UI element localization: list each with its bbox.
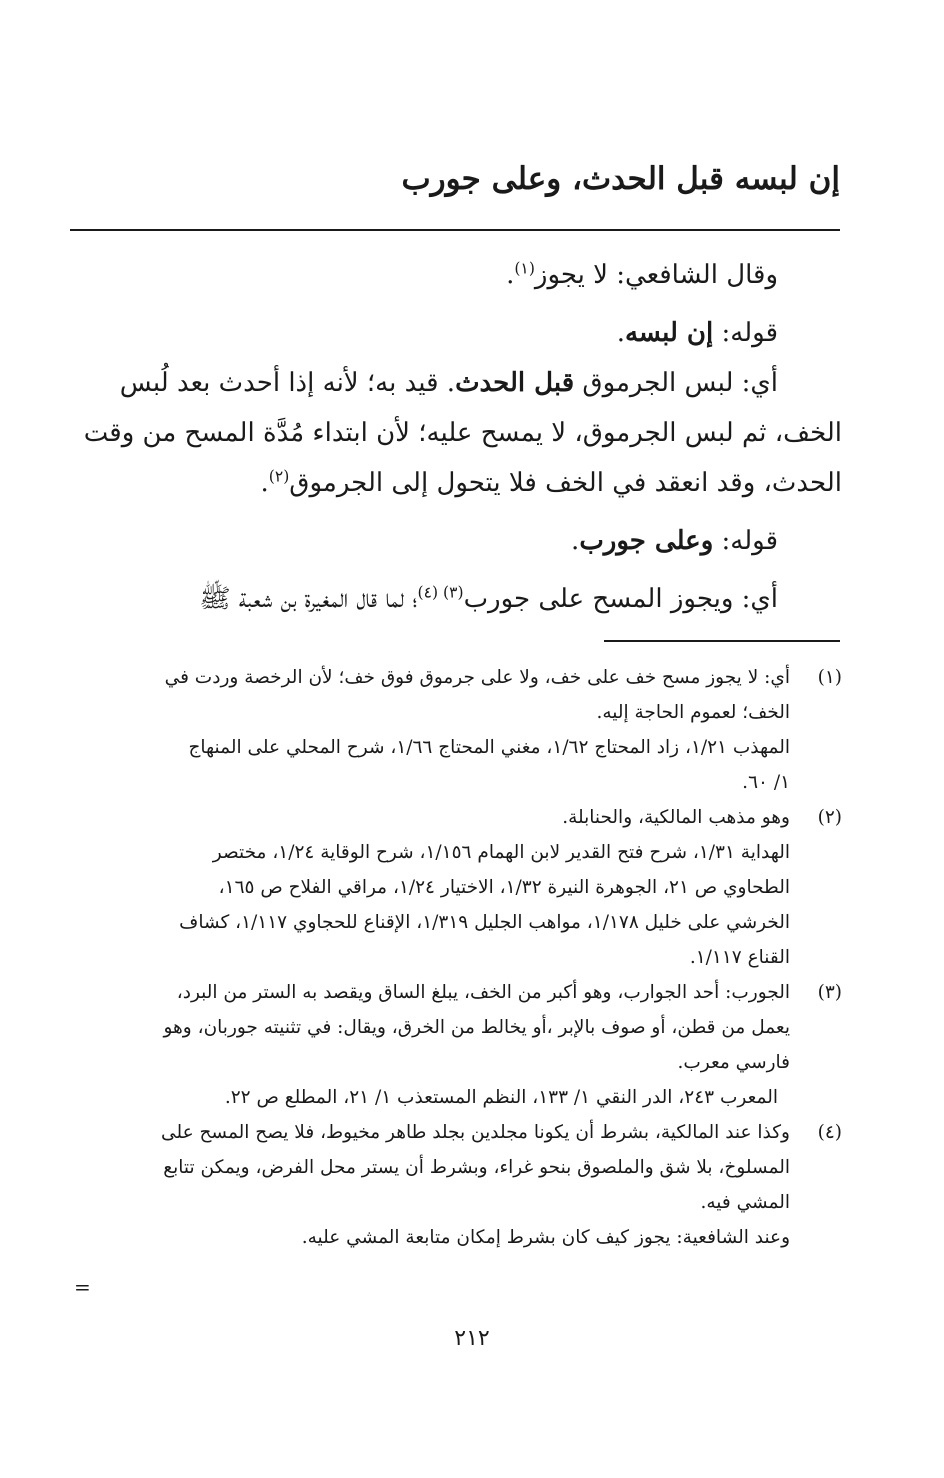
footnote-ref-1[interactable]: (١)	[514, 259, 535, 278]
footnote-4	[70, 1115, 842, 1255]
footnote-number: (١)	[817, 667, 842, 688]
footnote-line: الجورب: أحد الجوارب، وهو أكبر من الخف، يبلغ الساق ويقصد به الستر من البرد،	[176, 982, 790, 1003]
footnote-2	[70, 800, 842, 975]
sentence-end: .	[571, 526, 580, 556]
sentence-end: .	[260, 468, 269, 498]
footnote-1	[70, 660, 842, 800]
paragraph-explanation	[70, 358, 842, 508]
page-number: ٢١٢	[454, 1326, 490, 1351]
qawluh-label: قوله:	[713, 526, 778, 556]
footnote-line: يعمل من قطن، أو صوف بالإبر ،أو يخالط من الخرق، ويقال: في تثنيته جوربان، وهو	[163, 1017, 790, 1038]
sentence-end: .	[616, 318, 625, 348]
continuation-mark: =	[74, 1275, 91, 1299]
footnote-line: وهو مذهب المالكية، والحنابلة.	[562, 807, 790, 828]
footnote-line: الخرشي على خليل ١/١٧٨، مواهب الجليل ١/٣١٩، الإقناع للحجاوي ١/١١٧، كشاف	[179, 912, 790, 933]
footnote-line: وكذا عند المالكية، بشرط أن يكونا مجلدين بجلد طاهر مخيوط، فلا يصح المسح على	[161, 1122, 790, 1143]
paragraph-text: وقال الشافعي: لا يجوز	[534, 260, 778, 290]
footnote-number: (٤)	[817, 1122, 842, 1143]
footnote-line: المشي فيه.	[700, 1192, 790, 1213]
footnote-line: ١/ ٦٠.	[742, 772, 790, 793]
matn-phrase: إن لبسه	[624, 318, 714, 348]
line-text: أي: لبس الجرموق	[574, 368, 778, 398]
paragraph-text: أي: ويجوز المسح على جورب	[463, 584, 778, 614]
footnote-number: (٣)	[817, 982, 842, 1003]
paragraph-jawrab	[70, 574, 842, 624]
footnote-line: المعرب ٢٤٣، الدر النقي ١/ ١٣٣، النظم المستعذب ١/ ٢١، المطلع ص ٢٢.	[224, 1087, 778, 1108]
line-text: الحدث، وقد انعقد في الخف فلا يتحول إلى الجرموق	[289, 468, 842, 498]
footnotes	[70, 660, 842, 1255]
footnote-ref-2[interactable]: (٢)	[268, 467, 290, 486]
paragraph-line: الخف، ثم لبس الجرموق، لا يمسح عليه؛ لأن ابتداء مُدَّة المسح من وقت	[83, 418, 842, 448]
footnote-line: وعند الشافعية: يجوز كيف كان بشرط إمكان متابعة المشي عليه.	[301, 1227, 790, 1248]
qawluh-label: قوله:	[713, 318, 778, 348]
paragraph-qawluh-2	[70, 516, 842, 566]
footnote-line: الطحاوي ص ٢١، الجوهرة النيرة ١/٣٢، الاختيار ١/٢٤، مراقي الفلاح ص ١٦٥،	[218, 877, 790, 898]
running-head: إن لبسه قبل الحدث، وعلى جورب	[401, 161, 840, 197]
matn-phrase: قبل الحدث	[455, 368, 575, 398]
paragraph-line	[70, 458, 842, 508]
header-rule	[70, 229, 840, 231]
line-text: . قيد به؛ لأنه إذا أحدث بعد لُبس	[119, 368, 456, 398]
sentence-end: .	[506, 260, 515, 290]
paragraph-line	[70, 358, 842, 408]
footnote-ref-3-4[interactable]: (٣) (٤)	[417, 583, 464, 602]
footnote-line: أي: لا يجوز مسح خف على خف، ولا على جرموق فوق خف؛ لأن الرخصة وردت في	[164, 667, 790, 688]
footnote-separator	[604, 640, 840, 642]
paragraph-qawluh-1	[70, 308, 842, 358]
footnote-line: فارسي معرب.	[677, 1052, 790, 1073]
footnote-line: المهذب ١/٢١، زاد المحتاج ١/٦٢، مغني المحتاج ١/٦٦، شرح المحلي على المنهاج	[188, 737, 790, 758]
footnote-line: الخف؛ لعموم الحاجة إليه.	[596, 702, 790, 723]
footnote-line: الهداية ١/٣١، شرح فتح القدير لابن الهمام ١/١٥٦، شرح الوقاية ١/٢٤، مختصر	[212, 842, 790, 863]
footnote-3	[70, 975, 842, 1115]
main-text	[70, 250, 842, 624]
paragraph-shafii	[70, 250, 842, 300]
footnote-line: القناع ١/١١٧.	[689, 947, 790, 968]
footnote-number: (٢)	[817, 807, 842, 828]
paragraph-text: ؛ لما قال المغيرة بن شعبة ﷺ	[199, 584, 418, 614]
matn-phrase: وعلى جورب	[579, 526, 714, 556]
footnote-line: المسلوخ، بلا شق والملصوق بنحو غراء، وبشرط أن يستر محل الفرض، ويمكن تتابع	[163, 1157, 790, 1178]
